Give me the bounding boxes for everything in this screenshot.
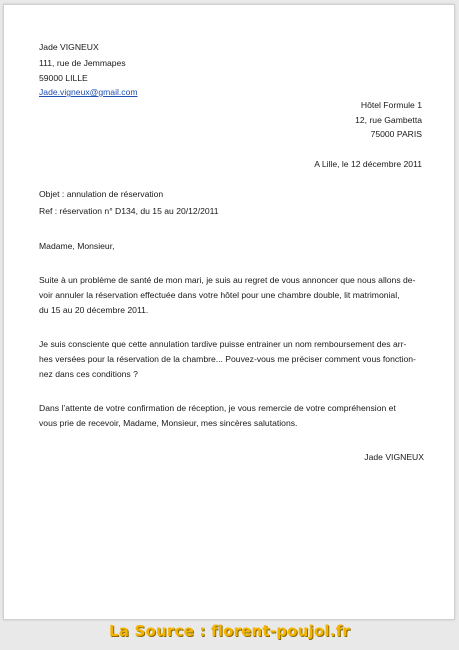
paragraph-line: nez dans ces conditions ? bbox=[39, 368, 138, 379]
paragraph-line: hes versées pour la réservation de la chambre... Pouvez-vous me préciser comment vous fonction- bbox=[39, 353, 416, 364]
date-line: A Lille, le 12 décembre 2011 bbox=[314, 159, 422, 169]
recipient-city: 75000 PARIS bbox=[370, 129, 422, 139]
recipient-name: Hôtel Formule 1 bbox=[360, 100, 422, 110]
greeting: Madame, Monsieur, bbox=[39, 241, 115, 251]
sender-street: 111, rue de Jemmapes bbox=[39, 58, 126, 68]
paragraph-cancellation bbox=[39, 273, 425, 317]
sender-city: 59000 LILLE bbox=[39, 73, 88, 83]
reference-line: Ref : réservation n° D134, du 15 au 20/12/2011 bbox=[39, 206, 219, 216]
paragraph-line: Suite à un problème de santé de mon mari, je suis au regret de vous annoncer que nous allons de- bbox=[39, 275, 416, 285]
paragraph-line: Je suis consciente que cette annulation tardive puisse entrainer un nom remboursement des arr- bbox=[39, 339, 407, 349]
sender-email-link[interactable]: Jade.vigneux@gmail.com bbox=[39, 87, 138, 97]
subject-line: Objet : annulation de réservation bbox=[39, 189, 164, 199]
paragraph-line: vous prie de recevoir, Madame, Monsieur, mes sincères salutations. bbox=[39, 417, 298, 428]
paragraph-line: du 15 au 20 décembre 2011. bbox=[39, 304, 149, 315]
source-caption: La Source : florent-poujol.fr bbox=[109, 622, 350, 640]
letter-page bbox=[3, 4, 455, 620]
signature: Jade VIGNEUX bbox=[364, 452, 424, 462]
paragraph-line: voir annuler la réservation effectuée dans votre hôtel pour une chambre double, lit matrimonial, bbox=[39, 289, 400, 300]
paragraph-line: Dans l’attente de votre confirmation de réception, je vous remercie de votre compréhension et bbox=[39, 403, 396, 413]
paragraph-refund bbox=[39, 337, 425, 381]
recipient-street: 12, rue Gambetta bbox=[355, 115, 422, 125]
paragraph-closing bbox=[39, 401, 425, 431]
sender-name: Jade VIGNEUX bbox=[39, 42, 99, 52]
